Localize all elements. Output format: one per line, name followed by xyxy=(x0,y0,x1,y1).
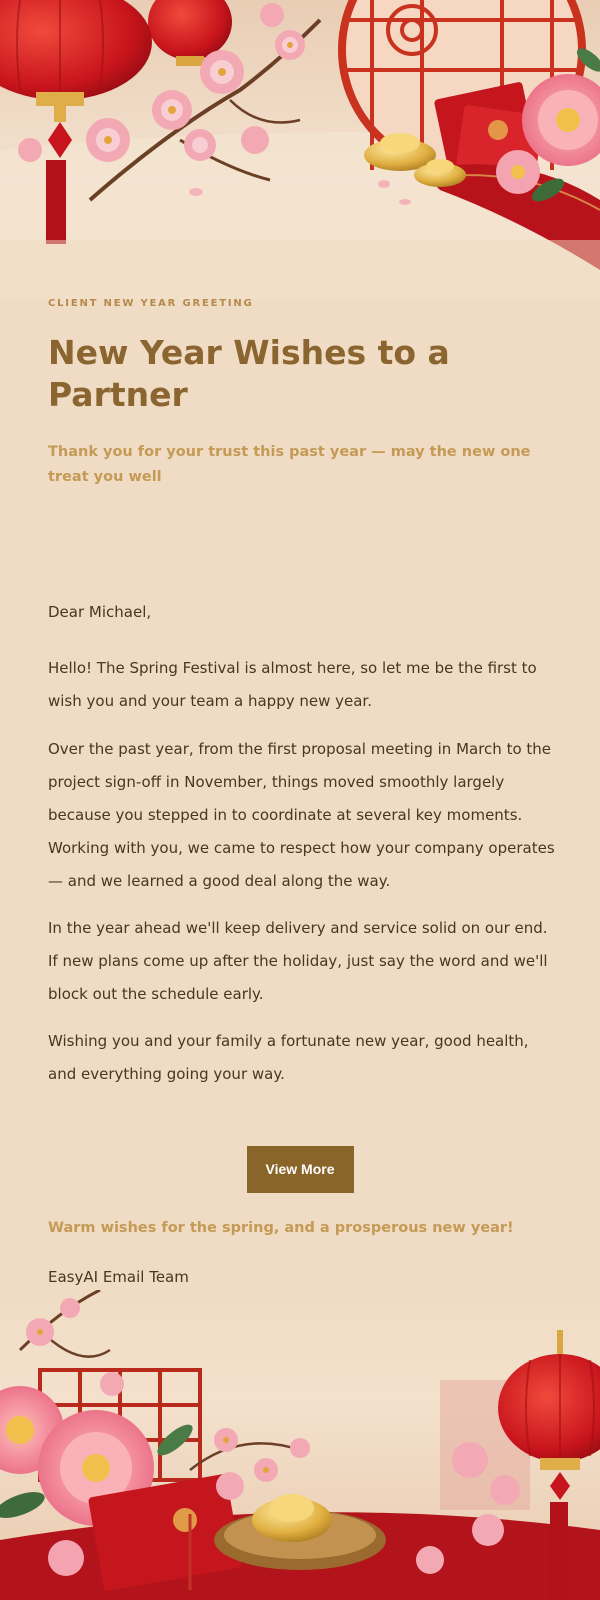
closing-line: Warm wishes for the spring, and a prosperous new year! xyxy=(48,1220,514,1236)
hero-illustration xyxy=(0,0,600,300)
cta-container xyxy=(0,1146,600,1193)
signature: EasyAI Email Team xyxy=(48,1268,189,1286)
footer-illustration xyxy=(0,1290,600,1600)
letter-paragraph: Over the past year, from the first proposal meeting in March to the project sign-off in November, things moved smoothly largely because you stepped in to coordinate at several key moments. Working with you, we came to respect how your company operates — and we learned a good deal along the way. xyxy=(48,740,555,890)
eyebrow-label: CLIENT NEW YEAR GREETING xyxy=(48,298,254,309)
view-more-button[interactable]: View More xyxy=(247,1146,354,1193)
letter-greeting: Dear Michael, xyxy=(48,603,152,621)
letter-paragraph: In the year ahead we'll keep delivery and service solid on our end. If new plans come up after the holiday, just say the word and we'll block out the schedule early. xyxy=(48,919,548,1003)
letter-paragraph: Wishing you and your family a fortunate new year, good health, and everything going your way. xyxy=(48,1032,529,1083)
page-title: New Year Wishes to a Partner xyxy=(48,333,450,414)
page-subtitle: Thank you for your trust this past year — may the new one treat you well xyxy=(48,444,531,485)
letter-paragraph: Hello! The Spring Festival is almost here, so let me be the first to wish you and your team a happy new year. xyxy=(48,659,537,710)
